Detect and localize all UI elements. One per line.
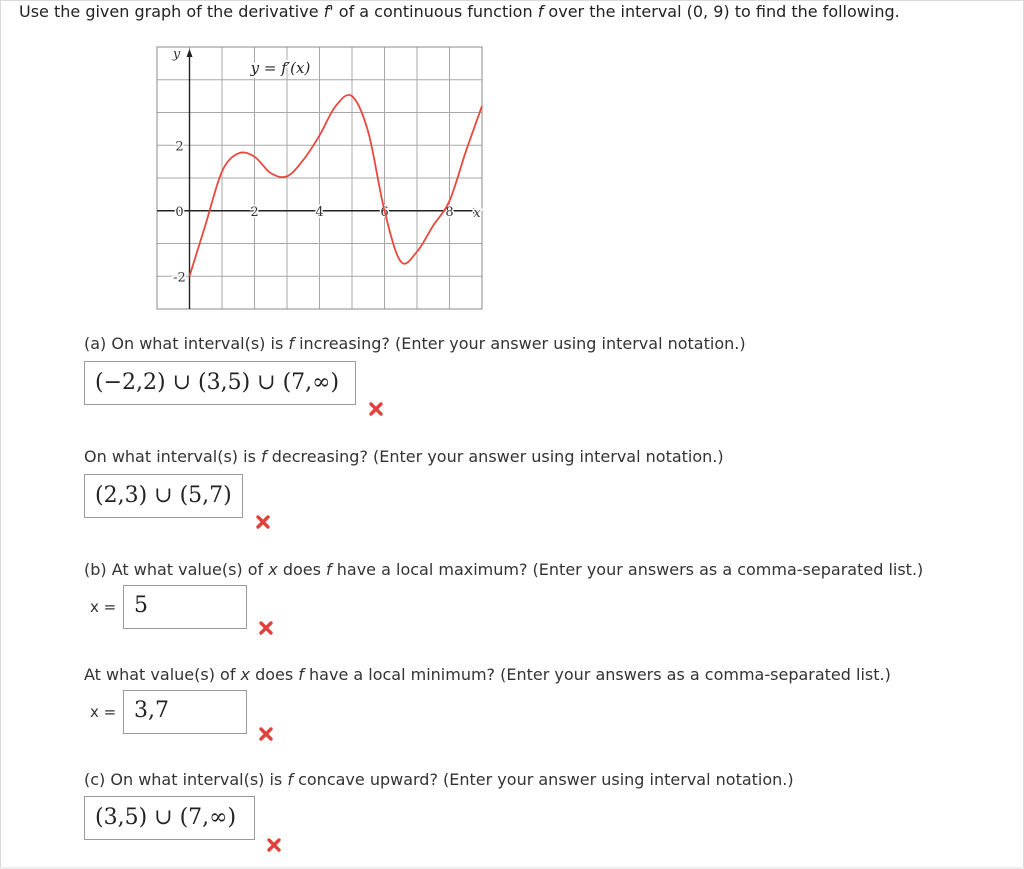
series-points — [189, 96, 482, 276]
x-tick-label: 6 — [380, 204, 389, 220]
y-axis-label: y — [172, 47, 181, 62]
question-b-local-min: At what value(s) of x does f have a local minimum? (Enter your answers as a comma-separated list.) — [84, 665, 891, 684]
answer-a-increasing-input[interactable]: (−2,2) ∪ (3,5) ∪ (7,∞) — [84, 361, 356, 405]
incorrect-x-icon — [258, 620, 274, 636]
y-tick-label: 2 — [175, 139, 184, 155]
question-c-concave-up: (c) On what interval(s) is f concave upward? (Enter your answer using interval notation.) — [84, 770, 794, 789]
question-a-decreasing: On what interval(s) is f decreasing? (Enter your answer using interval notation.) — [84, 447, 724, 466]
incorrect-x-icon — [368, 401, 384, 417]
series-line-fprime — [190, 95, 483, 276]
answer-b-local-min-input[interactable]: 3,7 — [123, 690, 247, 734]
grid-lines — [157, 47, 482, 309]
question-b-local-max: (b) At what value(s) of x does f have a local maximum? (Enter your answers as a comma-separated list.) — [84, 560, 924, 579]
origin-label: 0 — [175, 204, 184, 220]
y-axis-arrow — [187, 49, 193, 57]
x-tick-label: 2 — [250, 204, 259, 220]
x-axis-label: x — [473, 205, 481, 221]
problem-statement: Use the given graph of the derivative f' of a continuous function f over the interval (0, 9) to find the following. — [19, 2, 900, 21]
answer-b-local-max-input[interactable]: 5 — [123, 585, 247, 629]
incorrect-x-icon — [258, 726, 274, 742]
answer-c-concave-up-input[interactable]: (3,5) ∪ (7,∞) — [84, 796, 255, 840]
incorrect-x-icon — [255, 514, 271, 530]
derivative-graph — [150, 40, 490, 315]
answer-a-decreasing-input[interactable]: (2,3) ∪ (5,7) — [84, 474, 243, 518]
incorrect-x-icon — [266, 837, 282, 853]
chart-title: y = f′(x) — [250, 59, 311, 78]
x-tick-label: 4 — [315, 204, 324, 220]
x-tick-label: 8 — [445, 204, 454, 220]
y-tick-label: -2 — [173, 270, 186, 286]
x-equals-label: x = — [90, 703, 117, 721]
question-a-increasing: (a) On what interval(s) is f increasing? (Enter your answer using interval notation.) — [84, 334, 746, 353]
x-equals-label: x = — [90, 598, 117, 616]
